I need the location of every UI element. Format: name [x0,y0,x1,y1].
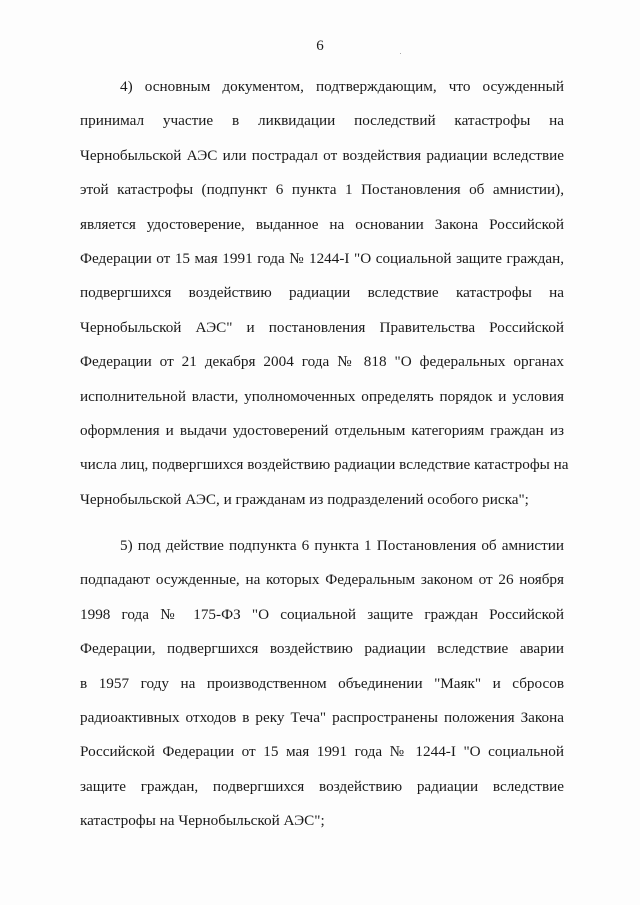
text-line: 1998 года № 175-ФЗ "О социальной защите граждан Российской [80,605,564,623]
text-line: 4) основным документом, подтверждающим, что осужденный [120,78,564,95]
text-line: в 1957 году на производственном объединении "Маяк" и сбросов [80,674,564,692]
text-line: Российской Федерации от 15 мая 1991 года № 1244-I "О социальной [80,743,564,761]
text-line: исполнительной власти, уполномоченных определять порядок и условия [80,387,564,405]
page-number: 6 [316,38,324,54]
paragraph-4 [80,70,569,517]
text-line: этой катастрофы (подпункт 6 пункта 1 Постановления об амнистии), [80,181,564,199]
text-line: Чернобыльской АЭС" и постановления Правительства Российской [80,318,564,336]
text-line: Чернобыльской АЭС или пострадал от воздействия радиации вследствие [80,146,564,164]
text-line: Федерации, подвергшихся воздействию радиации вследствие аварии [80,640,564,658]
document-body [80,70,569,839]
text-line: оформления и выдачи удостоверений отдельным категориям граждан из [80,421,564,439]
text-line: 5) под действие подпункта 6 пункта 1 Постановления об амнистии [120,537,564,555]
text-line: подвергшихся воздействию радиации вследствие катастрофы на [80,284,564,302]
paragraph-gap [80,517,564,529]
text-line: защите граждан, подвергшихся воздействию радиации вследствие [80,777,564,795]
scan-speck [400,53,401,54]
text-line: катастрофы на Чернобыльской АЭС"; [80,812,325,830]
text-line: радиоактивных отходов в реку Теча" распространены положения Закона [80,709,564,727]
text-line: Федерации от 21 декабря 2004 года № 818 "О федеральных органах [80,353,564,371]
text-line: принимал участие в ликвидации последствий катастрофы на [80,112,564,130]
paragraph-5 [80,529,564,839]
text-line: подпадают осужденные, на которых Федеральным законом от 26 ноября [80,571,564,589]
text-line: числа лиц, подвергшихся воздействию радиации вследствие катастрофы на [80,456,569,474]
text-line: Чернобыльской АЭС, и гражданам из подразделений особого риска"; [80,490,529,508]
text-line: Федерации от 15 мая 1991 года № 1244-I "О социальной защите граждан, [80,249,564,267]
text-line: является удостоверение, выданное на основании Закона Российской [80,215,564,233]
